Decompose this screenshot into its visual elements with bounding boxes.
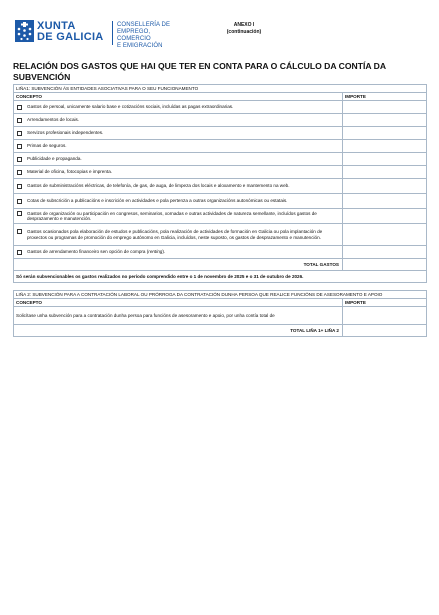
amount-field[interactable] xyxy=(342,101,426,114)
expense-row xyxy=(14,209,427,224)
amount-field[interactable] xyxy=(342,246,426,259)
amount-field[interactable] xyxy=(342,179,426,194)
eligibility-note-row xyxy=(14,271,427,283)
column-amount: IMPORTE xyxy=(342,299,426,307)
column-amount: IMPORTE xyxy=(342,93,426,101)
eligibility-note: Só serán subvencionables os gastos realizados no período comprendido entre o 1 de novembro de 2025 e o 31 de outubro de 2026. xyxy=(14,271,427,283)
contract-label: Solicítase unha subvención para a contratación dunha persoa para funcións de asesoramento e apoio, por unha contía total de xyxy=(14,307,343,325)
expense-checkbox[interactable] xyxy=(17,250,22,255)
amount-field[interactable] xyxy=(342,127,426,140)
expense-label: Arrendamentos de locais. xyxy=(27,117,80,123)
column-concept: CONCEPTO xyxy=(14,299,343,307)
section-1-column-header xyxy=(14,93,427,101)
section-2-heading: LIÑA 2: SUBVENCIÓN PARA A CONTRATACIÓN LABORAL OU PRÓRROGA DA CONTRATACIÓN DUNHA PERSOA QUE REALICE FUNCIÓNS DE ASESORAMENTO E APOIO xyxy=(14,291,427,299)
dept-line-2: EMPREGO, COMERCIO xyxy=(117,29,151,42)
dept-line-3: E EMIGRACIÓN xyxy=(117,43,163,49)
expense-row xyxy=(14,114,427,127)
expense-label: Gastos de persoal, unicamente salario base e cotizacións sociais, incluídas as pagas extraordinarias. xyxy=(27,104,234,110)
expense-label: Gastos ocasionados pola elaboración de estudos e publicacións, pola realización de actividades de formación en Galicia ou pola implantación de proxectos ou programas de promoción do emprego autónomo en Galicia, incluídos, neste suposto, os gastos de desprazamento e manutención. xyxy=(27,229,323,240)
expense-row xyxy=(14,224,427,246)
logo-line-1: XUNTA xyxy=(37,20,76,32)
expense-checkbox[interactable] xyxy=(17,105,22,110)
expense-checkbox[interactable] xyxy=(17,118,22,123)
contract-row xyxy=(14,307,427,325)
amount-field[interactable] xyxy=(342,224,426,246)
expense-checkbox[interactable] xyxy=(17,157,22,162)
annex-title: ANEXO I xyxy=(233,22,255,28)
section-2-column-header xyxy=(14,299,427,307)
expense-row xyxy=(14,140,427,153)
amount-field[interactable] xyxy=(342,209,426,224)
document-title: RELACIÓN DOS GASTOS QUE HAI QUE TER EN CONTA PARA O CÁLCULO DA CONTÍA DA SUBVENCIÓN xyxy=(13,61,386,82)
amount-field[interactable] xyxy=(342,194,426,209)
logo-line-2: DE GALICIA xyxy=(37,30,104,43)
expense-label: Cotas de subscrición a publicacións e inscrición en actividades e pola pertenza a outras organizacións autonómicas ou estatais. xyxy=(27,198,288,204)
section-1-table xyxy=(13,84,427,283)
total-lines-field[interactable] xyxy=(342,325,426,337)
expense-checkbox[interactable] xyxy=(17,170,22,175)
total-expenses-field[interactable] xyxy=(342,259,426,271)
xunta-logo-text xyxy=(37,21,104,42)
contract-amount-field[interactable] xyxy=(342,307,426,325)
expense-row xyxy=(14,101,427,114)
annex-subtitle: (continuación) xyxy=(226,28,262,35)
expense-row xyxy=(14,246,427,259)
expense-label: Material de oficina, fotocopias e imprenta. xyxy=(27,169,113,175)
expense-checkbox[interactable] xyxy=(17,131,22,136)
expense-checkbox[interactable] xyxy=(17,211,22,216)
expense-checkbox[interactable] xyxy=(17,199,22,204)
expense-label: Gastos de organización ou participación en congresos, seminarios, xornadas e outras actividades de natureza semellante, incluídos gastos de desprazamento e manutención. xyxy=(27,210,317,221)
expense-label: Publicidade e propaganda. xyxy=(27,156,82,162)
expense-label: Gastos de subministracións eléctricas, de telefonía, de gas, de auga, de limpeza dos locais e aloxamento e mantemento na web. xyxy=(27,183,290,189)
section-2-heading-row xyxy=(14,291,427,299)
logo-separator xyxy=(112,21,113,45)
expense-row xyxy=(14,153,427,166)
section-2-table xyxy=(13,290,427,337)
expense-checkbox[interactable] xyxy=(17,144,22,149)
column-concept: CONCEPTO xyxy=(14,93,343,101)
xunta-logo xyxy=(15,20,185,49)
expense-label: Gastos de arrendamento financeiro sen opción de compra (renting). xyxy=(27,249,166,255)
section-1-heading: LIÑA1: SUBVENCIÓN ÁS ENTIDADES ASOCIATIVAS PARA O SEU FUNCIONAMENTO xyxy=(14,85,427,93)
amount-field[interactable] xyxy=(342,166,426,179)
total-expenses-label: TOTAL GASTOS xyxy=(14,259,343,271)
expense-row xyxy=(14,127,427,140)
expense-row xyxy=(14,194,427,209)
department-name xyxy=(117,22,185,50)
expense-label: Primas de seguros. xyxy=(27,143,67,149)
xunta-cross-icon xyxy=(15,20,34,42)
amount-field[interactable] xyxy=(342,140,426,153)
expense-checkbox[interactable] xyxy=(17,229,22,234)
total-lines-row xyxy=(14,325,427,337)
amount-field[interactable] xyxy=(342,114,426,127)
annex-label xyxy=(210,22,278,35)
dept-line-1: CONSELLERÍA DE xyxy=(117,22,171,28)
total-expenses-row xyxy=(14,259,427,271)
expense-checkbox[interactable] xyxy=(17,184,22,189)
expense-row xyxy=(14,179,427,194)
section-1-heading-row xyxy=(14,85,427,93)
expense-label: Servizos profesionais independentes. xyxy=(27,130,104,136)
total-lines-label: TOTAL LIÑA 1+ LIÑA 2 xyxy=(14,325,343,337)
amount-field[interactable] xyxy=(342,153,426,166)
expense-row xyxy=(14,166,427,179)
